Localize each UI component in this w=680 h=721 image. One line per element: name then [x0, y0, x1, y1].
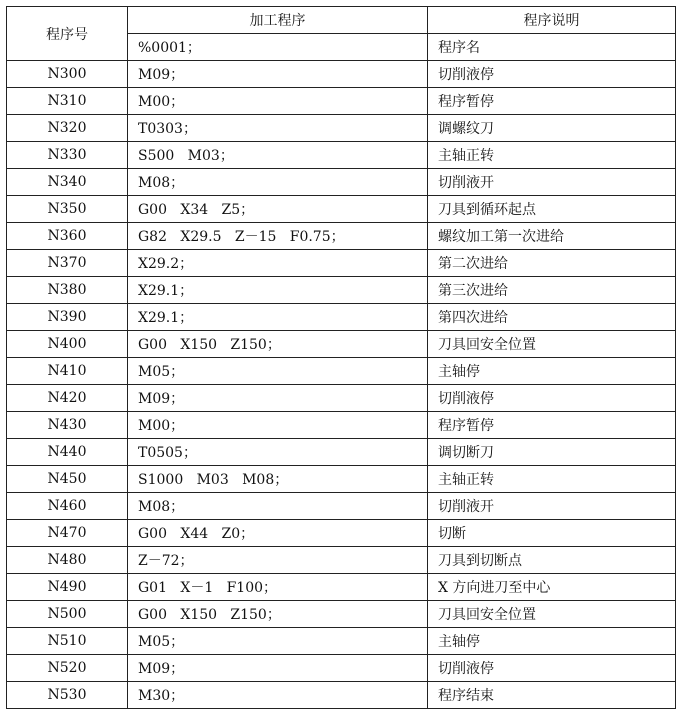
cell-program-note: 程序暂停 [428, 412, 676, 439]
table-row [7, 277, 676, 304]
program-name-note: 程序名 [428, 34, 676, 61]
program-name-code: %0001； [128, 34, 428, 61]
cell-program-number: N370 [7, 250, 128, 277]
cell-program-note: 主轴停 [428, 628, 676, 655]
table-row [7, 655, 676, 682]
table-row [7, 250, 676, 277]
cell-program-code: M00； [128, 88, 428, 115]
cell-program-code: G01 X－1 F100； [128, 574, 428, 601]
table-row [7, 115, 676, 142]
cell-program-number: N420 [7, 385, 128, 412]
table-row [7, 682, 676, 709]
table-row [7, 196, 676, 223]
cell-program-number: N320 [7, 115, 128, 142]
cell-program-note: 切削液开 [428, 169, 676, 196]
cell-program-code: S1000 M03 M08； [128, 466, 428, 493]
cell-program-code: M08； [128, 169, 428, 196]
header-row [7, 7, 676, 34]
cell-program-number: N330 [7, 142, 128, 169]
cell-program-note: 第三次进给 [428, 277, 676, 304]
table-row [7, 439, 676, 466]
cell-program-code: Z－72； [128, 547, 428, 574]
table-row [7, 169, 676, 196]
cell-program-number: N490 [7, 574, 128, 601]
cell-program-code: M05； [128, 628, 428, 655]
table-row [7, 331, 676, 358]
cell-program-note: 切削液停 [428, 385, 676, 412]
cell-program-note: 刀具回安全位置 [428, 601, 676, 628]
table-row [7, 466, 676, 493]
cell-program-number: N470 [7, 520, 128, 547]
cell-program-note: 主轴停 [428, 358, 676, 385]
cell-program-code: X29.1； [128, 277, 428, 304]
cell-program-note: 切削液停 [428, 655, 676, 682]
cell-program-code: M00； [128, 412, 428, 439]
cell-program-number: N350 [7, 196, 128, 223]
cell-program-note: X 方向进刀至中心 [428, 574, 676, 601]
cell-program-note: 切断 [428, 520, 676, 547]
cell-program-code: G00 X150 Z150； [128, 331, 428, 358]
cell-program-code: M09； [128, 385, 428, 412]
cell-program-note: 刀具到循环起点 [428, 196, 676, 223]
table-row [7, 493, 676, 520]
cell-program-number: N460 [7, 493, 128, 520]
cell-program-code: S500 M03； [128, 142, 428, 169]
cell-program-code: T0505； [128, 439, 428, 466]
cell-program-note: 刀具回安全位置 [428, 331, 676, 358]
cell-program-note: 第二次进给 [428, 250, 676, 277]
cell-program-note: 螺纹加工第一次进给 [428, 223, 676, 250]
cell-program-number: N390 [7, 304, 128, 331]
cell-program-number: N510 [7, 628, 128, 655]
cell-program-code: X29.2； [128, 250, 428, 277]
cell-program-code: G00 X34 Z5； [128, 196, 428, 223]
table-row [7, 628, 676, 655]
cell-program-code: M09； [128, 61, 428, 88]
cell-program-number: N520 [7, 655, 128, 682]
table-body [7, 61, 676, 709]
cell-program-code: T0303； [128, 115, 428, 142]
cell-program-number: N450 [7, 466, 128, 493]
cell-program-note: 调螺纹刀 [428, 115, 676, 142]
cell-program-note: 程序结束 [428, 682, 676, 709]
cell-program-code: G00 X150 Z150； [128, 601, 428, 628]
cell-program-note: 切削液停 [428, 61, 676, 88]
table-row [7, 547, 676, 574]
cell-program-code: G82 X29.5 Z－15 F0.75； [128, 223, 428, 250]
table-row [7, 304, 676, 331]
cell-program-note: 第四次进给 [428, 304, 676, 331]
cell-program-number: N400 [7, 331, 128, 358]
cell-program-number: N300 [7, 61, 128, 88]
table-row [7, 385, 676, 412]
cell-program-number: N530 [7, 682, 128, 709]
program-table [6, 6, 676, 709]
cell-program-number: N310 [7, 88, 128, 115]
cell-program-code: M30； [128, 682, 428, 709]
table-row [7, 601, 676, 628]
cell-program-note: 主轴正转 [428, 142, 676, 169]
table-row [7, 520, 676, 547]
table-row [7, 574, 676, 601]
table-row [7, 61, 676, 88]
table-row [7, 223, 676, 250]
cell-program-note: 主轴正转 [428, 466, 676, 493]
cell-program-number: N430 [7, 412, 128, 439]
cell-program-code: G00 X44 Z0； [128, 520, 428, 547]
cell-program-note: 切削液开 [428, 493, 676, 520]
table-row [7, 412, 676, 439]
cell-program-number: N360 [7, 223, 128, 250]
cell-program-number: N410 [7, 358, 128, 385]
cell-program-number: N500 [7, 601, 128, 628]
table-row [7, 142, 676, 169]
cell-program-code: M09； [128, 655, 428, 682]
cell-program-code: M08； [128, 493, 428, 520]
table-row [7, 88, 676, 115]
cell-program-note: 刀具到切断点 [428, 547, 676, 574]
cell-program-code: M05； [128, 358, 428, 385]
header-program-description: 程序说明 [428, 7, 676, 34]
table-row [7, 358, 676, 385]
cell-program-note: 程序暂停 [428, 88, 676, 115]
cell-program-number: N440 [7, 439, 128, 466]
cell-program-number: N380 [7, 277, 128, 304]
header-machining-program: 加工程序 [128, 7, 428, 34]
cell-program-number: N480 [7, 547, 128, 574]
header-program-number: 程序号 [7, 7, 128, 61]
cell-program-number: N340 [7, 169, 128, 196]
cell-program-note: 调切断刀 [428, 439, 676, 466]
cell-program-code: X29.1； [128, 304, 428, 331]
table-header [7, 7, 676, 61]
